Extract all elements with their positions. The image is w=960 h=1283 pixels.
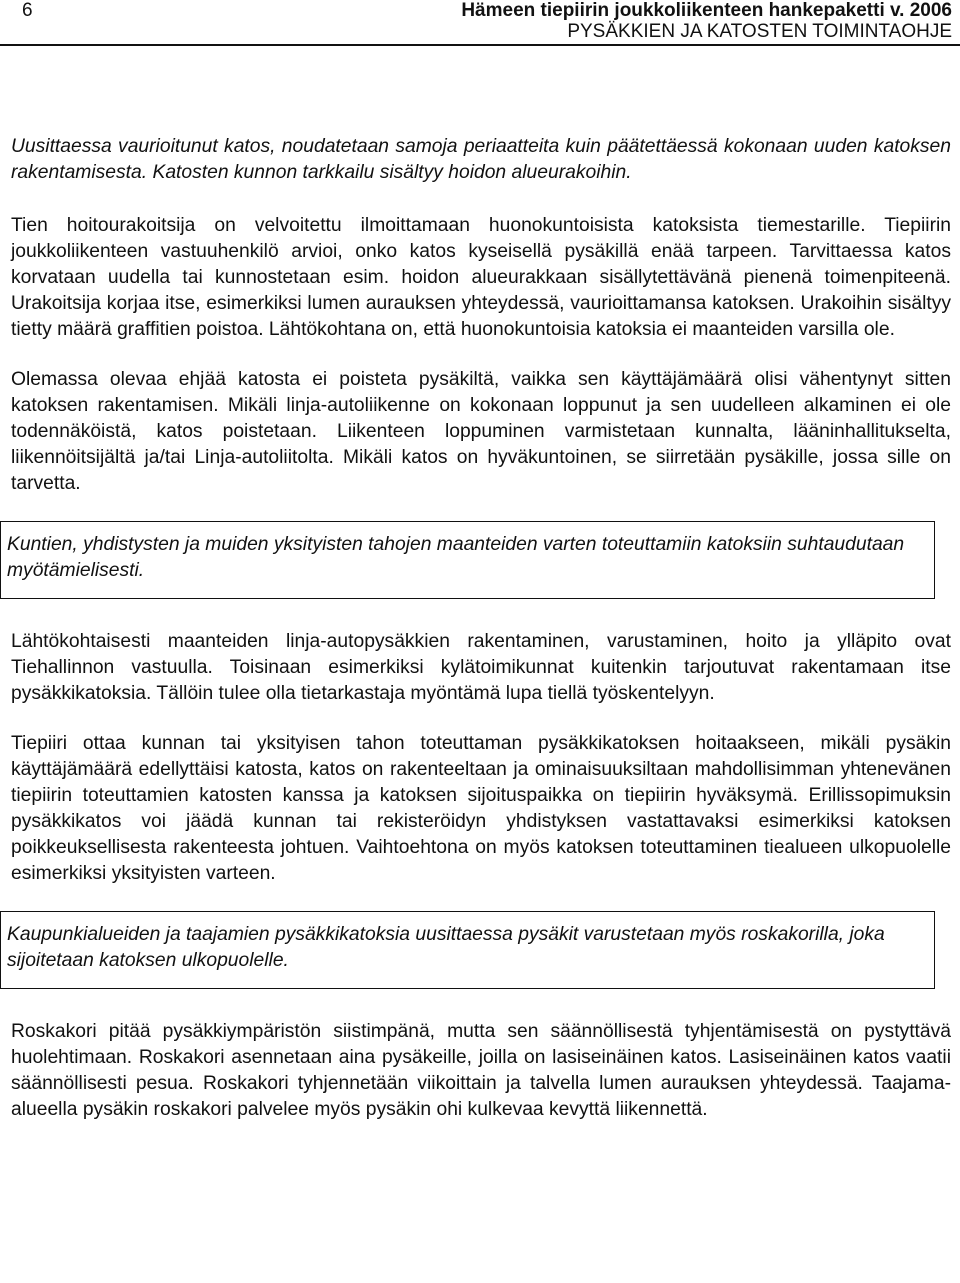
policy-box-third-party-shelters: Kuntien, yhdistysten ja muiden yksityisten tahojen maanteiden varten toteuttamiin katoksiin suhtaudutaan myötämielisesti. — [0, 521, 935, 599]
page-number: 6 — [22, 0, 33, 21]
paragraph-shelter-removal: Olemassa olevaa ehjää katosta ei poisteta pysäkiltä, vaikka sen käyttäjämäärä olisi vähentynyt sitten katoksen rakentamisen. Mikäli linja-autoliikenne on kokonaan loppunut ja sen uudelleen alkaminen ei ole todennäköistä, katos poistetaan. Liikenteen loppuminen varmistetaan kunnalta, lääninhallitukselta, liikennöitsijältä ja/tai Linja-autoliitolta. Mikäli katos on hyväkuntoinen, se siirretään pysäkille, jossa sille on tarvetta. — [11, 369, 951, 494]
paragraph-responsibility: Lähtökohtaisesti maanteiden linja-autopysäkkien rakentaminen, varustaminen, hoito ja ylläpito ovat Tiehallinnon vastuulla. Toisinaan esimerkiksi kylätoimikunnat kuitenkin tarjoutuvat rakentamaan itse pysäkkikatoksia. Tällöin tulee olla tietarkastaja myöntämä lupa tiellä työskentelyyn. — [11, 631, 951, 704]
header-subtitle: PYSÄKKIEN JA KATOSTEN TOIMINTAOHJE — [567, 21, 952, 42]
document-body — [7, 134, 951, 1147]
paragraph-waste-bin-maintenance: Roskakori pitää pysäkkiympäristön siistimpänä, mutta sen säännöllisestä tyhjentämisestä on pystyttävä huolehtimaan. Roskakori asennetaan aina pysäkeille, joilla on lasiseinäinen katos. Lasiseinäinen katos vaatii säännöllisesti pesua. Roskakori tyhjennetään viikoittain ja talvella lumen aurauksen yhteydessä. Taajama-alueella pysäkin roskakori palvelee myös pysäkin ohi kulkevaa kevyttä liikennettä. — [11, 1021, 951, 1120]
header-title: Hämeen tiepiirin joukkoliikenteen hankepaketti v. 2006 — [461, 0, 952, 21]
header-titles — [312, 0, 952, 42]
policy-box-waste-bins: Kaupunkialueiden ja taajamien pysäkkikatoksia uusittaessa pysäkit varustetaan myös roskakorilla, joka sijoitetaan katoksen ulkopuolelle. — [0, 911, 935, 989]
paragraph-shelter-renewal: Uusittaessa vaurioitunut katos, noudatetaan samoja periaatteita kuin päätettäessä kokonaan uuden katoksen rakentamisesta. Katosten kunnon tarkkailu sisältyy hoidon alueurakoihin. — [11, 136, 951, 183]
paragraph-takeover: Tiepiiri ottaa kunnan tai yksityisen tahon toteuttaman pysäkkikatoksen hoitaakseen, mikäli pysäkin käyttäjämäärä edellyttäisi katosta, katos on rakenteeltaan ja ominaisuuksiltaan mahdollisimman yhtenevänen tiepiirin toteuttamien katosten kanssa ja katoksen sijoituspaikka on tiepiirin hyväksymä. Erillissopimuksin pysäkkikatos voi jäädä kunnan tai rekisteröidyn yhdistyksen vastattavaksi esimerkiksi katoksen poikkeuksellisesta rakenteesta johtuen. Vaihtoehtona on myös katoksen toteuttaminen tiealueen ulkopuolelle esimerkiksi yksityisten varteen. — [11, 733, 951, 884]
page-header — [0, 0, 960, 44]
paragraph-maintenance-reporting: Tien hoitourakoitsija on velvoitettu ilmoittamaan huonokuntoisista katoksista tiemestarille. Tiepiirin joukkoliikenteen vastuuhenkilö arvioi, onko katos kyseisellä pysäkillä enää tarpeen. Tarvittaessa katos korvataan uudella tai kunnostetaan esim. hoidon alueurakkaan sisällytettävänä pienenä toimenpiteenä. Urakoitsija korjaa itse, esimerkiksi lumen aurauksen yhteydessä, vaurioittamansa katoksen. Urakoihin sisältyy tietty määrä graffitien poistoa. Lähtökohtana on, että huonokuntoisia katoksia ei maanteiden varsilla ole. — [11, 215, 951, 340]
header-divider — [0, 44, 960, 46]
